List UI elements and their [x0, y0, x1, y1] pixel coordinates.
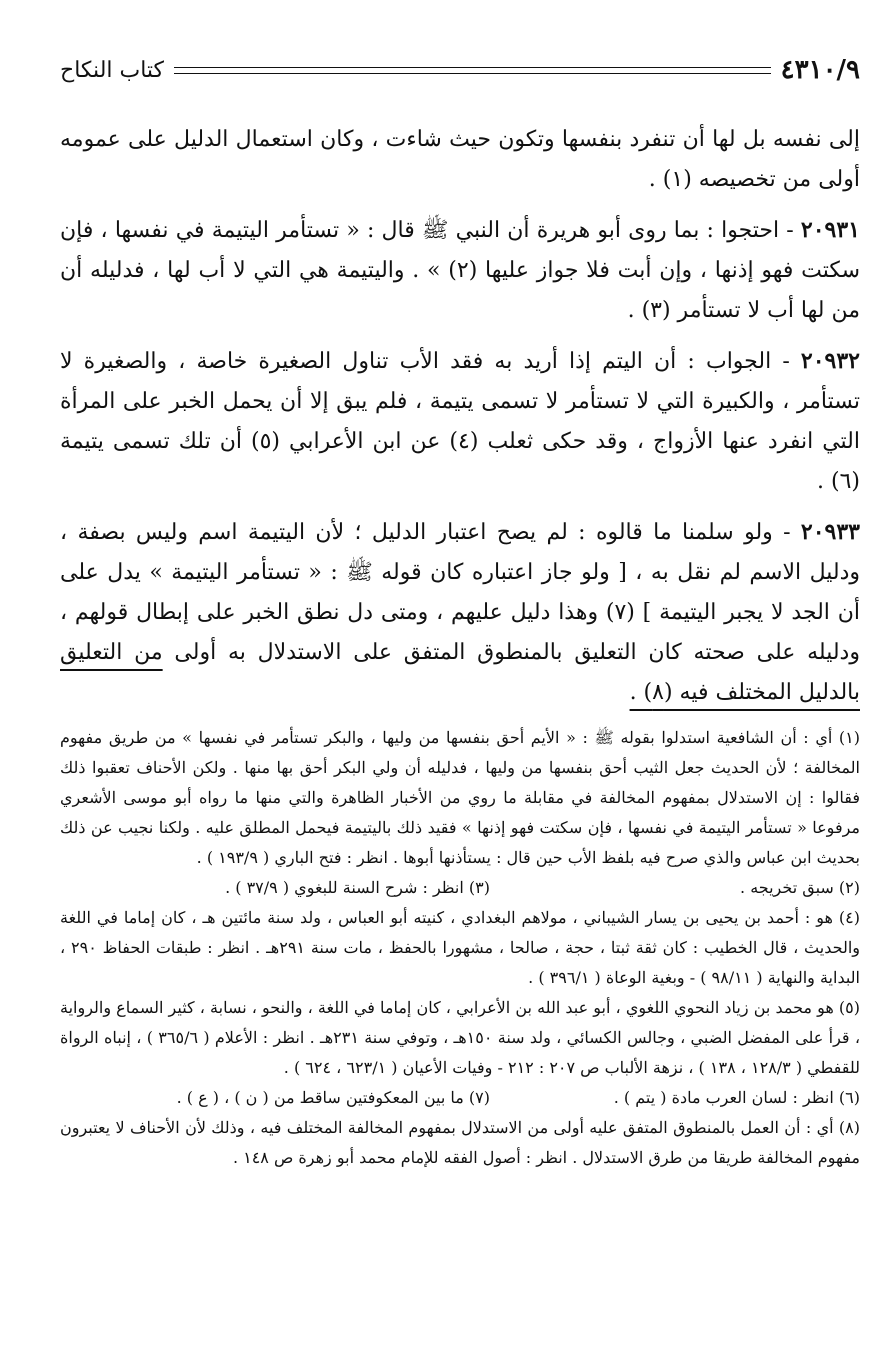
- main-text: [60, 120, 860, 713]
- paragraph-number: ٢٠٩٣٢: [800, 348, 860, 374]
- page-number: ٤٣١٠/٩: [780, 55, 860, 85]
- footnote-7: (٧) ما بين المعكوفتين ساقط من ( ن ) ، ( ع ) .: [176, 1088, 490, 1107]
- paragraph-continuation: إلى نفسه بل لها أن تنفرد بنفسها وتكون حيث شاءت ، وكان استعمال الدليل على عمومه أولى من تخصيصه (١) .: [60, 127, 860, 192]
- footnote-2: (٢) سبق تخريجه .: [740, 878, 860, 897]
- footnote-1: (١) أي : أن الشافعية استدلوا بقوله ﷺ : « الأيم أحق بنفسها من وليها ، والبكر تستأمر في نفسها » من طريق مفهوم المخالفة ؛ لأن الحديث جعل الثيب أحق بنفسها من وليها ، فدليله أن ولي البكر أحق بها منها . ولكن الأحناف تعقبوا ذلك فقالوا : إن الاستدلال بمفهوم المخالفة في مقابلة ما روي من الأخبار الظاهرة والتي منها ما رواه أبو موسى الأشعري مرفوعا « تستأمر اليتيمة في نفسها ، فإن سكتت فهو إذنها » فقيد ذلك باليتيمة فيحمل المطلق عليه . ولكنا نجيب عن ذلك بحديث ابن عباس والذي صرح فيه بلفظ الأب حين قال : يستأذنها أبوها . انظر : فتح الباري ( ١٩٣/٩ ) .: [60, 728, 861, 867]
- footnotes: [60, 723, 860, 1173]
- footnote-3: (٣) انظر : شرح السنة للبغوي ( ٣٧/٩ ) .: [225, 878, 490, 897]
- book-title: كتاب النكاح: [60, 57, 165, 83]
- paragraph-final-line: من التعليق بالدليل المختلف فيه (٨) .: [60, 640, 860, 705]
- footnote-5: (٥) هو محمد بن زياد النحوي اللغوي ، أبو عبد الله بن الأعرابي ، كان إماما في اللغة ، والنحو ، نسابة ، كثير السماع والرواية ، قرأ على المفضل الضبي ، وجالس الكسائي ، ولد سنة ١٥٠هـ ، وتوفي سنة ٢٣١هـ . انظر : الأعلام ( ٣٦٥/٦ ) ، إنباه الرواة للقفطي ( ١٢٨/٣ ، ١٣٨ ) ، نزهة الألباب ص ٢٠٧ : ٢١٢ - وفيات الأعيان ( ٦٢٣/١ ، ٦٢٤ ) .: [60, 998, 861, 1077]
- paragraph-20931: [60, 210, 860, 331]
- paragraph-20933: [60, 512, 860, 713]
- paragraph-text: - ولو سلمنا ما قالوه : لم يصح اعتبار الدليل ؛ لأن اليتيمة اسم وليس بصفة ، ودليل الاسم لم نقل به ، [ ولو جاز اعتباره كان قوله ﷺ : « تستأمر اليتيمة » يدل على أن الجد لا يجبر اليتيمة ] (٧) وهذا دليل عليهم ، ومتى دل نطق الخبر على إبطال قولهم ، ودليله على صحته كان التعليق بالمنطوق المتفق على الاستدلال به أولى: [60, 520, 860, 665]
- footnote-4: (٤) هو : أحمد بن يحيى بن يسار الشيباني ، مولاهم البغدادي ، كنيته أبو العباس ، ولد سنة مائتين هـ ، كان إماما في اللغة والحديث ، قال الخطيب : كان ثقة ثبتا ، حجة ، صالحا ، مشهورا بالحفظ ، مات سنة ٢٩١هـ . انظر : طبقات الحفاظ ٢٩٠ ، البداية والنهاية ( ٩٨/١١ ) - وبغية الوعاة ( ٣٩٦/١ ) .: [60, 908, 860, 987]
- paragraph-number: ٢٠٩٣١: [800, 217, 860, 243]
- header-rule: [174, 67, 771, 74]
- running-header: [60, 50, 860, 90]
- paragraph-20932: [60, 341, 860, 502]
- paragraph-text: - احتجوا : بما روى أبو هريرة أن النبي ﷺ قال : « تستأمر اليتيمة في نفسها ، فإن سكتت فهو إذنها ، وإن أبت فلا جواز عليها (٢) » . واليتيمة هي التي لا أب لها ، فدليله أن من لها أب لا تستأمر (٣) .: [60, 218, 860, 323]
- page: [60, 50, 860, 1173]
- paragraph-number: ٢٠٩٣٣: [800, 519, 860, 545]
- footnote-row-6-7: [60, 1083, 860, 1113]
- footnote-8: (٨) أي : أن العمل بالمنطوق المتفق عليه أولى من الاستدلال بمفهوم المخالفة المختلف فيه ، وذلك لأن الأحناف لا يعتبرون مفهوم المخالفة طريقا من طرق الاستدلال . انظر : أصول الفقه للإمام محمد أبو زهرة ص ١٤٨ .: [60, 1118, 860, 1167]
- footnote-row-2-3: [60, 873, 860, 903]
- footnote-6: (٦) انظر : لسان العرب مادة ( يتم ) .: [613, 1088, 860, 1107]
- paragraph-text: - الجواب : أن اليتم إذا أريد به فقد الأب تناول الصغيرة خاصة ، والصغيرة لا تستأمر ، والكبيرة التي لا تستأمر لا تسمى يتيمة ، فلم يبق إلا أن يحمل الخبر على المرأة التي انفرد عنها الأزواج ، وقد حكى ثعلب (٤) عن ابن الأعرابي (٥) أن تلك تسمى يتيمة (٦) .: [60, 349, 860, 494]
